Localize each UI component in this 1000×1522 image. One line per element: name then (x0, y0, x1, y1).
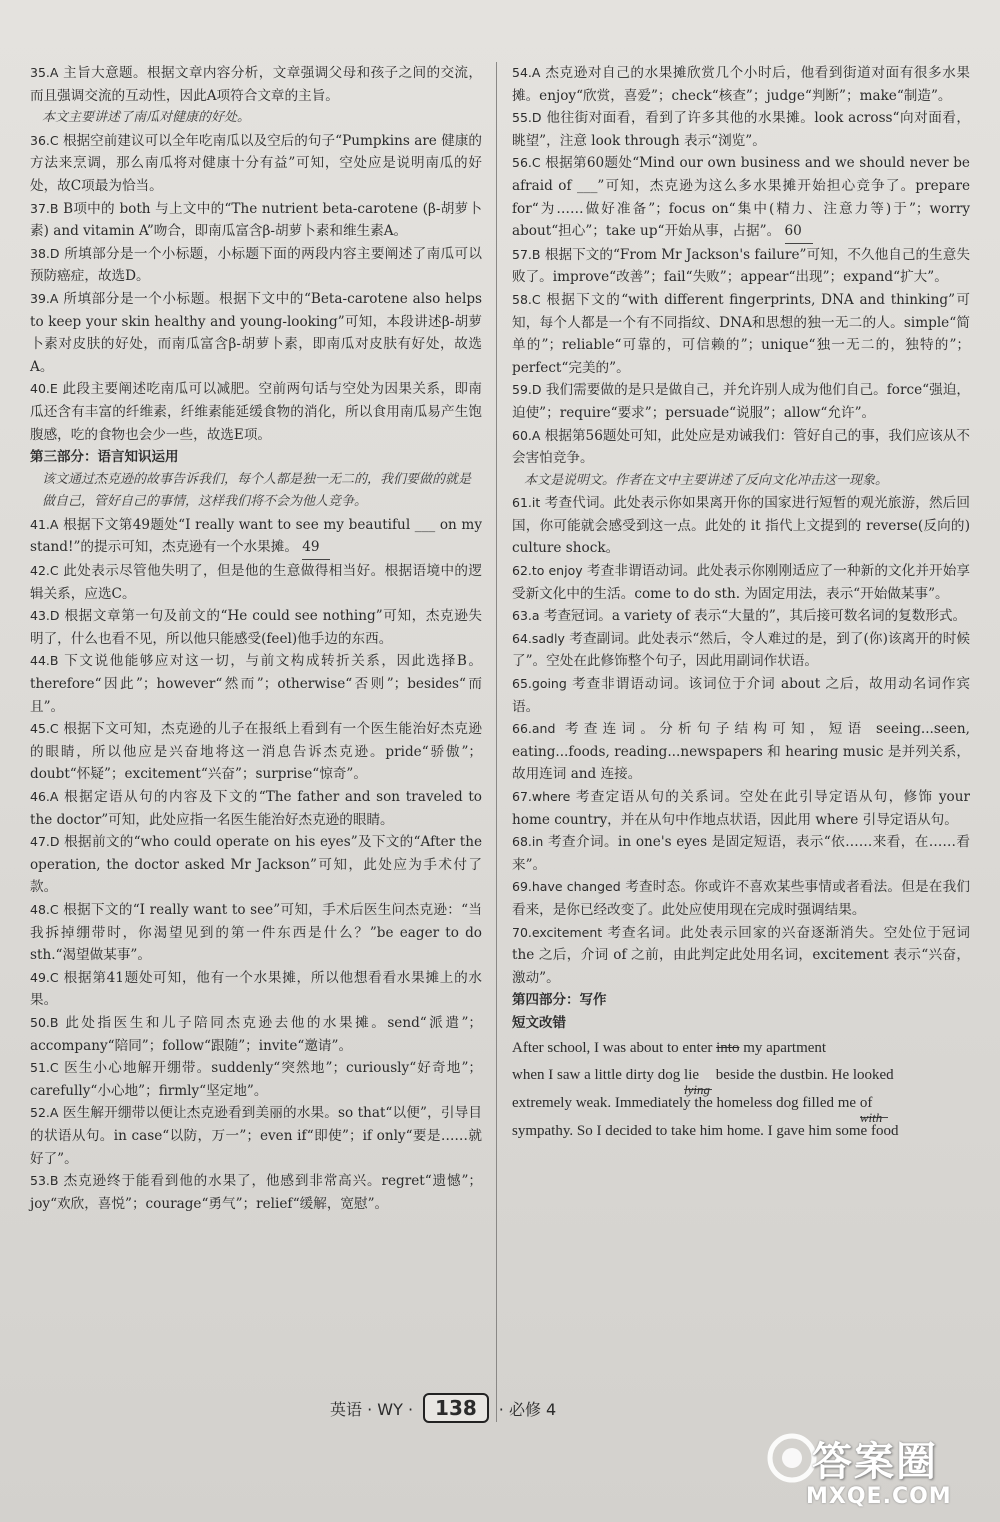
answer-number: 44.B (30, 653, 59, 669)
footer-book: · 必修 4 (498, 1399, 557, 1419)
answer-explanation: 根据前文的“who could operate on his eyes”及下文的“After the operation, the doctor asked Mr Jackson”可知，此处应为手术付了款。 (30, 834, 482, 896)
answer-number: 45.C (30, 721, 59, 737)
passage-summary: 本文是说明文。作者在文中主要讲述了反向文化冲击这一现象。 (524, 472, 889, 488)
answer-number: 66.and (512, 721, 556, 737)
answer-number: 59.D (512, 382, 542, 398)
answer-item (30, 288, 482, 378)
page-number: 138 (423, 1393, 489, 1423)
answer-item (512, 628, 970, 673)
answer-item (30, 899, 482, 967)
answer-item (30, 1102, 482, 1170)
answer-item (30, 650, 482, 718)
answer-number: 65.going (512, 676, 567, 692)
wrong-word: lie (684, 1062, 712, 1090)
answer-explanation: 根据第41题处可知，他有一个水果摊，所以他想看看水果摊上的水果。 (30, 969, 483, 1009)
answer-number: 67.where (512, 789, 571, 804)
answer-item (30, 1012, 482, 1057)
answer-explanation: B项中的 both 与上文中的“The nutrient beta-carotene (β-胡萝卜素) and vitamin A”吻合，即南瓜富含β-胡萝卜素和维生素A。 (30, 200, 483, 240)
answer-item (30, 198, 482, 243)
answer-explanation: 考查定语从句的关系词。空处在此引导定语从句，修饰 your home country，并在从句中作地点状语，因此用 where 引导定语从句。 (512, 789, 970, 828)
answer-explanation: 考查连词。分析句子结构可知，短语 seeing...seen, eating...foods, reading...newspapers 和 hearing music 是并列关系，故用连词 and 连接。 (512, 721, 970, 783)
deleted-word: into (716, 1039, 740, 1056)
wrong-word: of (860, 1090, 888, 1118)
answer-item (30, 514, 482, 560)
answer-explanation: 我们需要做的是只是做自己，并允许别人成为他们自己。force“强迫，迫使”；require“要求”；persuade“说服”；allow“允许”。 (512, 382, 970, 421)
essay-line (512, 1090, 970, 1125)
answer-item (512, 831, 970, 876)
answer-explanation: 此段主要阐述吃南瓜可以减肥。空前两句话与空处为因果关系，即南瓜还含有丰富的纤维素，纤维素能延缓食物的消化，所以食用南瓜易产生饱腹感，吃的食物也会少一些，故选E项。 (30, 381, 483, 443)
answer-item (512, 107, 970, 152)
footer-subject: 英语 · WY · (330, 1399, 414, 1419)
answer-number: 55.D (512, 110, 542, 126)
answer-item (512, 379, 970, 424)
answer-item (512, 425, 970, 470)
answer-number: 37.B (30, 200, 59, 216)
answer-item (30, 130, 482, 198)
answer-number: 70.excitement (512, 924, 603, 940)
answer-explanation: 考查时态。你或许不喜欢某些事情或者看法。但是在我们看来，是你已经改变了。此处应使用现在完成时强调结果。 (512, 879, 970, 918)
corrected-word: lying (684, 1081, 711, 1097)
answer-explanation: 考查名词。此处表示回家的兴奋逐渐消失。空处位于冠词 the 之后，介词 of 之前，由此判定此处用名词，excitement 表示“兴奋，激动”。 (512, 924, 971, 986)
essay-text: when I saw a little dirty dog (512, 1066, 681, 1083)
answer-number: 61.it (512, 495, 541, 511)
answer-number: 43.D (30, 608, 60, 624)
answer-item (512, 560, 970, 605)
answer-explanation: 考查非谓语动词。此处表示你刚刚适应了一种新的文化并开始享受新文化中的生活。come to do sth. 为固定用法，表示“开始做某事”。 (512, 563, 970, 602)
left-column (30, 62, 482, 1215)
blank-reference: 49 (302, 536, 330, 560)
answer-explanation: 根据定语从句的内容及下文的“The father and son traveled to the doctor”可知，此处应指一名医生能治好杰克逊的眼睛。 (30, 789, 482, 828)
page-footer (330, 1393, 556, 1423)
answer-item (512, 289, 970, 379)
answer-explanation: 根据下文的“From Mr Jackson's failure”可知，不久他自己的生意失败了。improve“改善”；fail“失败”；appear“出现”；expand“扩大”。 (512, 246, 970, 286)
answer-explanation: 下文说他能够应对这一切，与前文构成转折关系，因此选择B。therefore“因此”；however“然而”；otherwise“否则”；besides“而且”。 (30, 653, 482, 715)
essay-line (512, 1035, 970, 1062)
answer-explanation: 考查非谓语动词。该词位于介词 about 之后，故用动名词作宾语。 (512, 676, 970, 715)
blank-reference: 60 (785, 220, 813, 244)
watermark-logo (766, 1428, 986, 1514)
answer-number: 48.C (30, 901, 59, 917)
answer-explanation: 根据下文可知，杰克逊的儿子在报纸上看到有一个医生能治好杰克逊的眼睛，所以他应是兴奋地将这一消息告诉杰克逊。pride“骄傲”；doubt“怀疑”；excitement“兴奋”；surprise“惊奇”。 (30, 721, 482, 783)
answer-number: 52.A (30, 1105, 59, 1121)
subsection-heading: 短文改错 (512, 1014, 566, 1031)
answer-explanation: 根据第56题处可知，此处应是劝诫我们：管好自己的事，我们应该从不会害怕竞争。 (512, 427, 970, 467)
answer-number: 63.a (512, 608, 540, 624)
answer-explanation: 此处指医生和儿子陪同杰克逊去他的水果摊。send“派遣”；accompany“陪同”；follow“跟随”；invite“邀请”。 (30, 1014, 483, 1054)
answer-item (512, 922, 970, 990)
answer-explanation: 所填部分是一个小标题。根据下文中的“Beta-carotene also helps to keep your skin healthy and young-looking”可知，本段讲述β-胡萝卜素对皮肤的好处，而南瓜富含β-胡萝卜素，即南瓜对皮肤有好处，故选A。 (30, 290, 482, 375)
answer-item (30, 1057, 482, 1102)
answer-item (512, 673, 970, 718)
answer-item (30, 243, 482, 288)
answer-item (30, 831, 482, 899)
answer-item (512, 718, 970, 786)
answer-number: 51.C (30, 1060, 59, 1076)
answer-explanation: 根据下文的“with different fingerprints, DNA and thinking”可知，每个人都是一个有不同指纹、DNA和思想的独一无二的人。simple“简单的”；reliable“可靠的，可信赖的”；unique“独一无二的，独特的”；perfect“完美的”。 (512, 291, 970, 376)
essay-text: extremely weak. Immediately the homeless dog filled me (512, 1094, 857, 1111)
essay-line (512, 1062, 970, 1097)
section-heading-4: 第四部分：写作 (512, 992, 607, 1009)
answer-item (512, 62, 970, 107)
essay-text: beside the dustbin. He looked (715, 1066, 894, 1083)
answer-item (512, 876, 970, 921)
answer-explanation: 考查冠词。a variety of 表示“大量的”，其后接可数名词的复数形式。 (543, 608, 967, 625)
answer-explanation: 所填部分是一个小标题，小标题下面的两段内容主要阐述了南瓜可以预防癌症，故选D。 (30, 245, 482, 285)
answer-number: 40.E (30, 381, 58, 397)
answer-number: 57.B (512, 246, 541, 262)
answer-explanation: 医生解开绷带以便让杰克逊看到美丽的水果。so that“以便”，引导目的状语从句。in case“以防，万一”；even if“即使”；if only“要是……就好了”。 (30, 1105, 482, 1167)
answer-item (512, 605, 970, 628)
answer-number: 41.A (30, 516, 59, 532)
answer-explanation: 根据空前建议可以全年吃南瓜以及空后的句子“Pumpkins are 健康的方法来烹调，那么南瓜将对健康十分有益”可知，空处应是说明南瓜的好处，故C项最为恰当。 (30, 132, 483, 194)
answer-item (30, 718, 482, 786)
correction-mark (684, 1062, 712, 1097)
answer-number: 39.A (30, 290, 59, 306)
answer-item (30, 62, 482, 107)
answer-number: 60.A (512, 427, 541, 443)
essay-line (512, 1118, 970, 1145)
passage-summary: 该文通过杰克逊的故事告诉我们，每个人都是独一无二的，我们要做的就是做自己，管好自己的事情，这样我们将不会为他人竞争。 (42, 471, 472, 510)
answer-item (30, 1170, 482, 1215)
answer-item (512, 152, 970, 243)
answer-item (512, 786, 970, 831)
answer-explanation: 考查代词。此处表示你如果离开你的国家进行短暂的观光旅游，然后回国，你可能就会感受到这一点。此处的 it 指代上文提到的 reverse(反向的) culture shock。 (512, 495, 970, 557)
answer-explanation: 此处表示尽管他失明了，但是他的生意做得相当好。根据语境中的逻辑关系，应选C。 (30, 563, 482, 602)
essay-text: sympathy. So I decided to take him home. I gave him some food (512, 1122, 899, 1139)
answer-item (30, 967, 482, 1012)
answer-item (512, 244, 970, 289)
explanation-note: 本文主要讲述了南瓜对健康的好处。 (42, 110, 251, 126)
answer-explanation: 考查介词。in one's eyes 是固定短语，表示“依……来看，在……看来”。 (512, 834, 970, 873)
answer-item (512, 492, 970, 560)
essay-text: After school, I was about to enter (512, 1039, 713, 1056)
answer-explanation: 考查副词。此处表示“然后，令人难过的是，到了(你)该离开的时候了”。空处在此修饰整个句子，因此用副词作状语。 (512, 630, 970, 670)
answer-explanation: 根据下文第49题处“I really want to see my beautiful ___ on my stand!”的提示可知，杰克逊有一个水果摊。 (30, 516, 483, 556)
answer-explanation: 主旨大意题。根据文章内容分析，文章强调父母和孩子之间的交流，而且强调交流的互动性，因此A项符合文章的主旨。 (30, 65, 482, 104)
answer-number: 64.sadly (512, 630, 565, 646)
answer-explanation: 根据第60题处“Mind our own business and we should never be afraid of ___”可知，杰克逊为这么多水果摊开始担心竞争了。prepare for“为……做好准备”；focus on“集中(精力、注意力等)于”；worry about“担心”；take up“开始从事，占据”。 (512, 155, 970, 240)
answer-item (30, 786, 482, 831)
answer-explanation: 他往街对面看，看到了许多其他的水果摊。look across“向对面看，眺望”，注意 look through 表示“浏览”。 (512, 110, 970, 149)
answer-number: 62.to enjoy (512, 563, 583, 579)
answer-item (30, 605, 482, 650)
correction-mark (859, 1090, 888, 1125)
answer-number: 38.D (30, 245, 60, 261)
section-heading-3: 第三部分：语言知识运用 (30, 449, 179, 466)
answer-number: 69.have changed (512, 879, 621, 895)
answer-number: 36.C (30, 132, 59, 148)
column-divider (496, 62, 497, 1422)
answer-number: 47.D (30, 834, 60, 850)
essay-text: my apartment (743, 1039, 827, 1056)
right-column (512, 62, 970, 1145)
corrected-word: with (859, 1109, 883, 1125)
answer-number: 42.C (30, 563, 59, 579)
answer-number: 49.C (30, 969, 59, 985)
answer-number: 56.C (512, 155, 541, 171)
answer-number: 46.A (30, 789, 59, 804)
answer-explanation: 杰克逊对自己的水果摊欣赏几个小时后，他看到街道对面有很多水果摊。enjoy“欣赏，喜爱”；check“核查”；judge“判断”；make“制造”。 (512, 65, 970, 104)
answer-item (30, 378, 482, 446)
answer-item (30, 560, 482, 605)
answer-number: 50.B (30, 1014, 59, 1030)
answer-number: 68.in (512, 834, 544, 850)
answer-number: 35.A (30, 65, 59, 80)
answer-explanation: 根据下文的“I really want to see”可知，手术后医生问杰克逊：“当我拆掉绷带时，你渴望见到的第一件东西是什么？”be eager to do sth.“渴望做某事”。 (30, 901, 482, 964)
answer-explanation: 医生小心地解开绷带。suddenly“突然地”；curiously“好奇地”；carefully“小心地”；firmly“坚定地”。 (30, 1060, 482, 1099)
watermark-url: MXQE.COM (806, 1484, 952, 1509)
answer-number: 53.B (30, 1173, 59, 1189)
watermark-brand: 答案圈 (812, 1439, 938, 1485)
proofreading-essay (512, 1035, 970, 1145)
answer-number: 54.A (512, 65, 541, 80)
answer-explanation: 杰克逊终于能看到他的水果了，他感到非常高兴。regret“遗憾”；joy“欢欣，喜悦”；courage“勇气”；relief“缓解，宽慰”。 (30, 1173, 482, 1212)
answer-explanation: 根据文章第一句及前文的“He could see nothing”可知，杰克逊失明了，什么也看不见，所以他只能感受(feel)他手边的东西。 (30, 608, 482, 647)
answer-number: 58.C (512, 291, 541, 307)
